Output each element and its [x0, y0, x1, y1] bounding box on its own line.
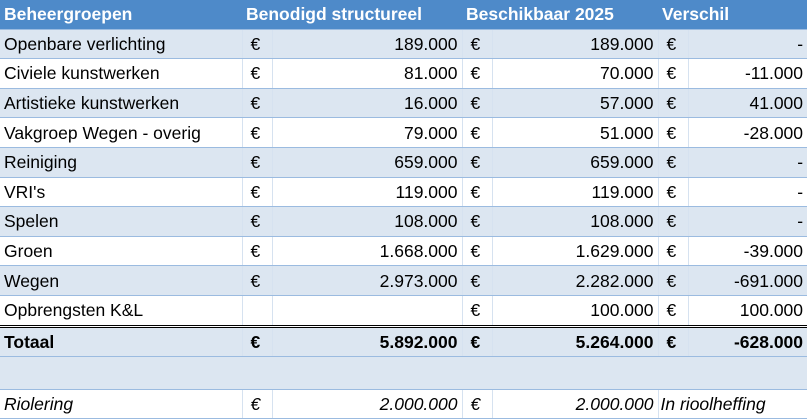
currency-symbol: € [658, 88, 688, 118]
currency-symbol: € [242, 59, 272, 89]
row-name: Artistieke kunstwerken [0, 88, 242, 118]
difference-value: - [688, 147, 807, 177]
riolering-row [0, 390, 807, 419]
currency-symbol: € [658, 177, 688, 207]
difference-value: -691.000 [688, 266, 807, 296]
currency-symbol: € [462, 236, 492, 266]
available-value: 2.282.000 [492, 266, 658, 296]
currency-symbol: € [462, 177, 492, 207]
needed-value: 81.000 [272, 59, 462, 89]
difference-value: 41.000 [688, 88, 807, 118]
difference-value: - [688, 207, 807, 237]
empty-cell [0, 357, 807, 390]
currency-symbol: € [462, 390, 492, 419]
currency-symbol: € [462, 207, 492, 237]
currency-symbol: € [462, 295, 492, 326]
table-row [0, 266, 807, 296]
total-needed: 5.892.000 [272, 326, 462, 357]
table-row [0, 295, 807, 326]
table-row [0, 147, 807, 177]
table-row [0, 236, 807, 266]
currency-symbol: € [242, 177, 272, 207]
table-row [0, 88, 807, 118]
needed-value [272, 295, 462, 326]
currency-symbol: € [462, 29, 492, 59]
available-value: 119.000 [492, 177, 658, 207]
riolering-note: In rioolheffing [658, 390, 807, 419]
available-value: 659.000 [492, 147, 658, 177]
available-value: 1.629.000 [492, 236, 658, 266]
currency-symbol: € [658, 266, 688, 296]
currency-symbol: € [462, 118, 492, 148]
currency-symbol: € [462, 88, 492, 118]
header-group: Beheergroepen [0, 0, 242, 29]
needed-value: 189.000 [272, 29, 462, 59]
row-name: Spelen [0, 207, 242, 237]
currency-symbol: € [242, 266, 272, 296]
available-value: 57.000 [492, 88, 658, 118]
currency-symbol [242, 295, 272, 326]
riolering-needed: 2.000.000 [272, 390, 462, 419]
total-label: Totaal [0, 326, 242, 357]
available-value: 51.000 [492, 118, 658, 148]
needed-value: 1.668.000 [272, 236, 462, 266]
row-name: Groen [0, 236, 242, 266]
table-row [0, 59, 807, 89]
currency-symbol: € [658, 147, 688, 177]
currency-symbol: € [658, 59, 688, 89]
row-name: Vakgroep Wegen - overig [0, 118, 242, 148]
row-name: Wegen [0, 266, 242, 296]
needed-value: 16.000 [272, 88, 462, 118]
header-available: Beschikbaar 2025 [462, 0, 658, 29]
difference-value: - [688, 177, 807, 207]
needed-value: 2.973.000 [272, 266, 462, 296]
total-difference: -628.000 [688, 326, 807, 357]
currency-symbol: € [658, 326, 688, 357]
needed-value: 659.000 [272, 147, 462, 177]
difference-value: 100.000 [688, 295, 807, 326]
row-name: Civiele kunstwerken [0, 59, 242, 89]
table-row [0, 29, 807, 59]
currency-symbol: € [658, 207, 688, 237]
row-name: Reiniging [0, 147, 242, 177]
currency-symbol: € [462, 266, 492, 296]
needed-value: 108.000 [272, 207, 462, 237]
currency-symbol: € [658, 29, 688, 59]
currency-symbol: € [462, 59, 492, 89]
total-available: 5.264.000 [492, 326, 658, 357]
difference-value: - [688, 29, 807, 59]
table-row [0, 207, 807, 237]
available-value: 108.000 [492, 207, 658, 237]
currency-symbol: € [658, 295, 688, 326]
header-needed: Benodigd structureel [242, 0, 462, 29]
currency-symbol: € [462, 326, 492, 357]
needed-value: 79.000 [272, 118, 462, 148]
currency-symbol: € [242, 236, 272, 266]
available-value: 100.000 [492, 295, 658, 326]
currency-symbol: € [242, 88, 272, 118]
difference-value: -39.000 [688, 236, 807, 266]
table-row [0, 118, 807, 148]
available-value: 189.000 [492, 29, 658, 59]
currency-symbol: € [242, 29, 272, 59]
currency-symbol: € [242, 147, 272, 177]
currency-symbol: € [242, 207, 272, 237]
needed-value: 119.000 [272, 177, 462, 207]
currency-symbol: € [658, 118, 688, 148]
row-name: VRI's [0, 177, 242, 207]
header-row [0, 0, 807, 29]
currency-symbol: € [242, 326, 272, 357]
riolering-available: 2.000.000 [492, 390, 658, 419]
header-difference: Verschil [658, 0, 807, 29]
table-row [0, 177, 807, 207]
spacer-row [0, 357, 807, 390]
difference-value: -11.000 [688, 59, 807, 89]
total-row [0, 326, 807, 357]
difference-value: -28.000 [688, 118, 807, 148]
currency-symbol: € [658, 236, 688, 266]
currency-symbol: € [242, 390, 272, 419]
riolering-label: Riolering [0, 390, 242, 419]
available-value: 70.000 [492, 59, 658, 89]
row-name: Openbare verlichting [0, 29, 242, 59]
currency-symbol: € [462, 147, 492, 177]
row-name: Opbrengsten K&L [0, 295, 242, 326]
currency-symbol: € [242, 118, 272, 148]
